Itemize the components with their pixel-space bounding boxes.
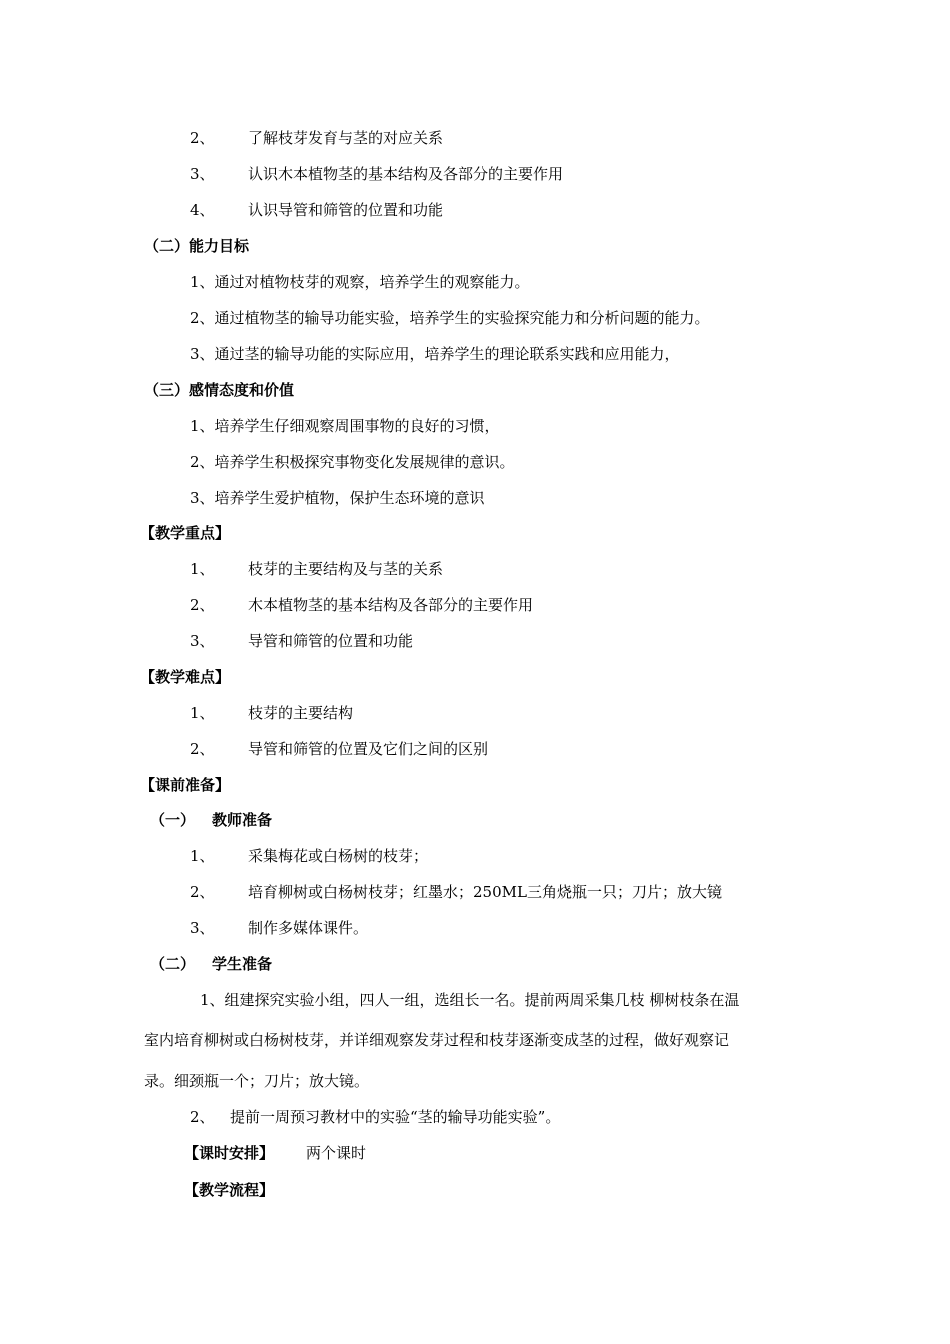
item-text: 枝芽的主要结构及与茎的关系: [248, 560, 444, 578]
item-text: 枝芽的主要结构: [248, 704, 354, 722]
item-number: 3、: [190, 632, 215, 650]
ability-item: 2、通过植物茎的输导功能实验，培养学生的实验探究能力和分析问题的能力。: [190, 309, 710, 327]
item-text: 导管和筛管的位置及它们之间的区别: [248, 740, 489, 758]
item-text: 导管和筛管的位置和功能: [248, 632, 414, 650]
item-number: 1、: [190, 560, 215, 578]
schedule-line: [184, 1143, 366, 1163]
item-number: 3、: [190, 919, 215, 937]
student-prep-paragraph-line: 室内培育柳树或白杨树枝芽，并详细观察发芽过程和枝芽逐渐变成茎的过程，做好观察记: [144, 1031, 730, 1049]
schedule-label: 【课时安排】: [184, 1144, 275, 1162]
item-text: 认识导管和筛管的位置和功能: [248, 201, 444, 219]
item-text: 提前一周预习教材中的实验“茎的输导功能实验”。: [230, 1108, 561, 1126]
item-number: 2、: [190, 129, 215, 147]
item-text: 培育柳树或白杨树枝芽；红墨水；250ML三角烧瓶一只；刀片；放大镜: [248, 883, 722, 901]
knowledge-item: [190, 164, 563, 184]
emotion-item: 3、培养学生爱护植物，保护生态环境的意识: [190, 489, 485, 507]
item-number: 2、: [190, 740, 215, 758]
key-point-item: [190, 559, 443, 579]
key-points-heading: 【教学重点】: [140, 524, 231, 542]
section-number: （二）: [150, 955, 196, 973]
difficulty-item: [190, 739, 488, 759]
ability-item: 1、通过对植物枝芽的观察，培养学生的观察能力。: [190, 273, 530, 291]
item-text: 木本植物茎的基本结构及各部分的主要作用: [248, 596, 534, 614]
emotion-item: 1、培养学生仔细观察周围事物的良好的习惯，: [190, 417, 500, 435]
section-label: 教师准备: [212, 811, 273, 829]
item-text: 采集梅花或白杨树的枝芽；: [248, 847, 429, 865]
student-prep-paragraph-line: 1、组建探究实验小组，四人一组，选组长一名。提前两周采集几枝 柳树枝条在温: [200, 991, 740, 1009]
item-number: 4、: [190, 201, 215, 219]
emotion-heading: （三）感情态度和价值: [144, 381, 295, 399]
ability-item: 3、通过茎的输导功能的实际应用，培养学生的理论联系实践和应用能力，: [190, 345, 680, 363]
section-number: （一）: [150, 811, 196, 829]
item-text: 了解枝芽发育与茎的对应关系: [248, 129, 444, 147]
key-point-item: [190, 631, 413, 651]
prep-heading: 【课前准备】: [140, 776, 231, 794]
schedule-value: 两个课时: [306, 1144, 367, 1162]
student-prep-paragraph-line: 录。细颈瓶一个；刀片；放大镜。: [144, 1072, 370, 1090]
knowledge-item: [190, 200, 443, 220]
item-text: 制作多媒体课件。: [248, 919, 369, 937]
student-prep-heading: [150, 954, 272, 974]
item-number: 3、: [190, 165, 215, 183]
teacher-prep-heading: [150, 810, 272, 830]
item-text: 认识木本植物茎的基本结构及各部分的主要作用: [248, 165, 564, 183]
knowledge-item: [190, 128, 443, 148]
ability-heading: （二）能力目标: [144, 237, 250, 255]
item-number: 2、: [190, 596, 215, 614]
item-number: 1、: [190, 847, 215, 865]
teacher-prep-item: [190, 846, 428, 866]
difficulty-item: [190, 703, 353, 723]
section-label: 学生准备: [212, 955, 273, 973]
emotion-item: 2、培养学生积极探究事物变化发展规律的意识。: [190, 453, 515, 471]
student-prep-item: [190, 1107, 560, 1127]
item-number: 2、: [190, 1108, 215, 1126]
key-point-item: [190, 595, 533, 615]
item-number: 1、: [190, 704, 215, 722]
teacher-prep-item: [190, 918, 368, 938]
difficulties-heading: 【教学难点】: [140, 668, 231, 686]
item-number: 2、: [190, 883, 215, 901]
teacher-prep-item: [190, 882, 722, 902]
flow-heading: 【教学流程】: [184, 1181, 275, 1199]
